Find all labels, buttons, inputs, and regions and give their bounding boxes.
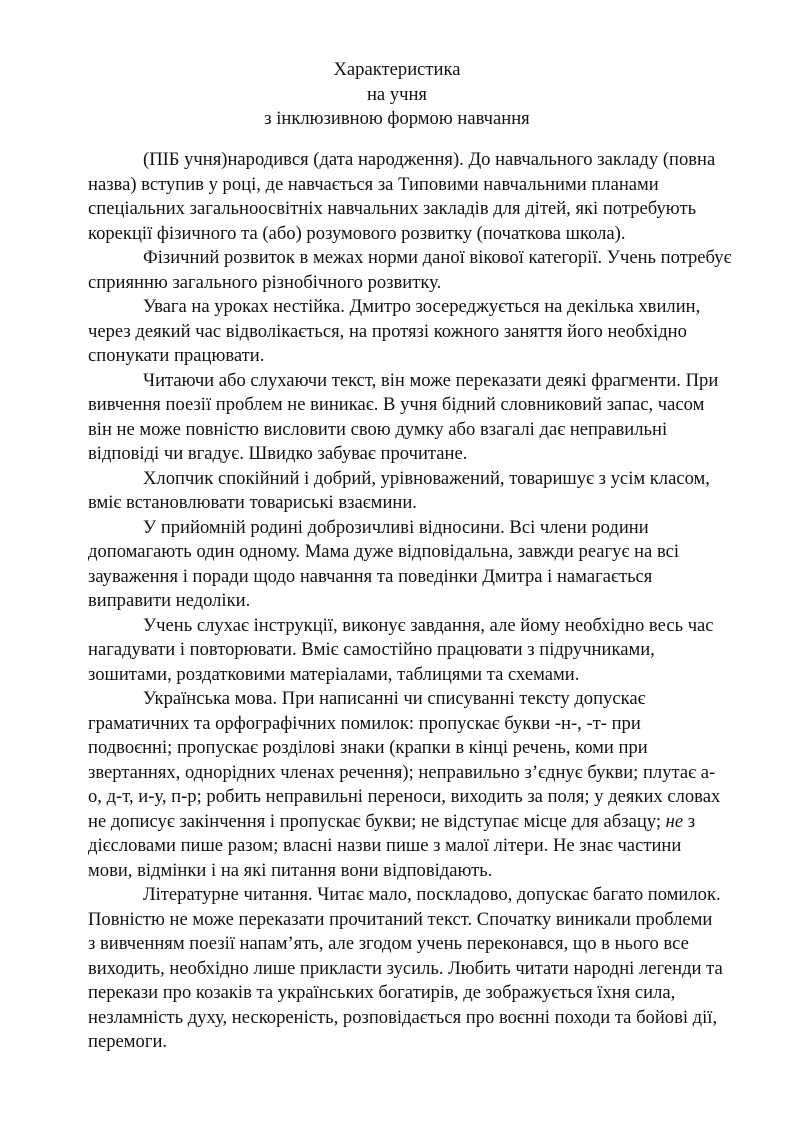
text-line: вміє встановлювати товариські взаємини.: [88, 492, 417, 513]
title-line-2: на учня: [366, 83, 427, 105]
paragraph-physical: [88, 246, 742, 295]
text-line: виправити недоліки.: [88, 590, 251, 611]
text-line: перемоги.: [88, 1031, 168, 1052]
text-line: спонукати працювати.: [88, 345, 265, 366]
text-line: У прийомній родині доброзичливі відносини. Всі члени родини: [143, 516, 649, 538]
text-line: виходить, необхідно лише прикласти зусиль. Любить читати народні легенди та: [88, 957, 723, 979]
document-body: [88, 148, 742, 1055]
text-line: назва) вступив у році, де навчається за Типовими навчальними планами: [88, 173, 659, 195]
text-line: Читаючи або слухаючи текст, він може переказати деякі фрагменти. При: [143, 369, 719, 391]
text-line: граматичних та орфографічних помилок: пропускає букви -н-, -т- при: [88, 712, 641, 734]
text-line: корекції фізичного та (або) розумового розвитку (початкова школа).: [88, 222, 626, 244]
text-line: Хлопчик спокійний і добрий, урівноважений, товаришує з усім класом,: [143, 467, 710, 489]
text-line-with-italic: [88, 810, 742, 835]
text-line: Увага на уроках нестійка. Дмитро зосереджується на декілька хвилин,: [143, 296, 701, 317]
text-line: сприянню загального різнобічного розвитку.: [88, 271, 442, 293]
text-line: через деякий час відволікається, на протязі кожного заняття його необхідно: [88, 320, 687, 342]
text-line: вивчення поезії проблем не виникає. В учня бідний словниковий запас, часом: [88, 394, 705, 415]
document-title: [0, 58, 794, 132]
text-line: (ПІБ учня)народився (дата народження). До навчального закладу (повна: [143, 149, 716, 170]
text-line: він не може повністю висловити свою думку або взагалі дає неправильні: [88, 418, 668, 440]
text-line: Літературне читання. Читає мало, поскладово, допускає багато помилок.: [143, 884, 721, 905]
paragraph-ukrainian-language: [88, 687, 742, 883]
text-line: Повністю не може переказати прочитаний текст. Спочатку виникали проблеми: [88, 908, 713, 930]
text-line: зошитами, роздатковими матеріалами, таблицями та схемами.: [88, 663, 580, 685]
text-line: з вивченням поезії напам’ять, але згодом учень переконався, що в нього все: [88, 933, 689, 954]
title-line-1: Характеристика: [333, 59, 461, 80]
text-line: нагадувати і повторювати. Вміє самостійно працювати з підручниками,: [88, 639, 655, 660]
text-line: о, д-т, и-у, п-р; робить неправильні переноси, виходить за поля; у деяких словах: [88, 786, 721, 807]
text-line: дієсловами пише разом; власні назви пише з малої літери. Не знає частини: [88, 835, 682, 856]
text-line: Українська мова. При написанні чи списуванні тексту допускає: [143, 688, 646, 709]
title-line-3: з інклюзивною формою навчання: [264, 108, 530, 129]
text-line: допомагають один одному. Мама дуже відповідальна, завжди реагує на всі: [88, 541, 680, 562]
paragraph-character: [88, 467, 742, 516]
paragraph-intro: [88, 148, 742, 246]
text-line: звертаннях, однорідних членах речення); неправильно з’єднує букви; плутає а-: [88, 761, 716, 783]
paragraph-reading: [88, 369, 742, 467]
paragraph-attention: [88, 295, 742, 369]
paragraph-instructions: [88, 614, 742, 688]
text-line: перекази про козаків та українських богатирів, де зображується їхня сила,: [88, 982, 676, 1003]
italic-word: не: [665, 810, 684, 832]
text-segment: з: [687, 810, 696, 832]
text-line: подвоєнні; пропускає розділові знаки (крапки в кінці речень, коми при: [88, 737, 648, 758]
text-line: незламність духу, нескореність, розповідається про воєнні походи та бойові дії,: [88, 1006, 718, 1028]
text-line: зауваження і поради щодо навчання та поведінки Дмитра і намагається: [88, 565, 653, 587]
paragraph-family: [88, 516, 742, 614]
text-line: спеціальних загальноосвітніх навчальних закладів для дітей, які потребують: [88, 198, 697, 219]
text-line: відповіді чи вгадує. Швидко забуває прочитане.: [88, 443, 468, 464]
text-line: мови, відмінки і на які питання вони відповідають.: [88, 859, 493, 881]
text-line: Фізичний розвиток в межах норми даної вікової категорії. Учень потребує: [143, 247, 732, 268]
text-line: Учень слухає інструкції, виконує завдання, але йому необхідно весь час: [143, 614, 714, 636]
paragraph-literary-reading: [88, 883, 742, 1055]
text-segment: не дописує закінчення і пропускає букви; не відступає місце для абзацу;: [88, 810, 661, 832]
